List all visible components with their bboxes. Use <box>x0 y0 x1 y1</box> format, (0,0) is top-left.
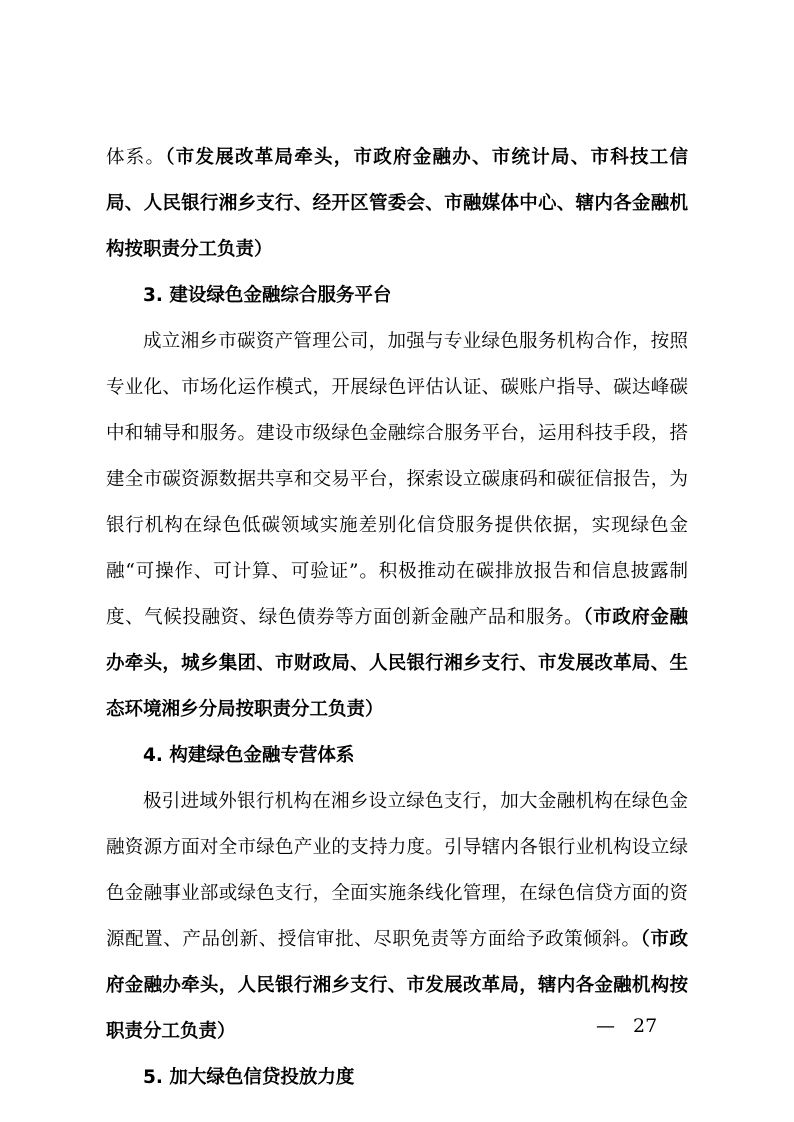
paragraph-2-responsibility: （市政府金融办牵头，城乡集团、市财政局、人民银行湘乡支行、市发展改革局、生态环境湘乡分局按职责分工负责） <box>106 607 688 720</box>
paragraph-3-text: 极引进域外银行机构在湘乡设立绿色支行，加大金融机构在绿色金融资源方面对全市绿色产业的支持力度。引导辖内各银行业机构设立绿色金融事业部或绿色支行，全面实施条线化管理，在绿色信贷方面的资源配置、产品创新、授信审批、尽职免责等方面给予政策倾斜。 <box>106 791 688 950</box>
paragraph-2-text: 成立湘乡市碳资产管理公司，加强与专业绿色服务机构合作，按照专业化、市场化运作模式，开展绿色评估认证、碳账户指导、碳达峰碳中和辅导和服务。建设市级绿色金融综合服务平台，运用科技手段，搭建全市碳资源数据共享和交易平台，探索设立碳康码和碳征信报告，为银行机构在绿色低碳领域实施差别化信贷服务提供依据，实现绿色金融“可操作、可计算、可验证”。积极推动在碳排放报告和信息披露制度、气候投融资、绿色债券等方面创新金融产品和服务。 <box>106 331 688 628</box>
page-body <box>106 135 688 1101</box>
section-heading-4: 4. 构建绿色金融专营体系 <box>143 745 355 766</box>
paragraph-3-responsibility: （市政府金融办牵头，人民银行湘乡支行、市发展改革局，辖内各金融机构按职责分工负责） <box>106 929 688 1042</box>
page-footer <box>596 1012 657 1040</box>
paragraph-2 <box>106 319 688 733</box>
paragraph-1 <box>106 135 688 273</box>
footer-dash: — <box>596 1015 615 1037</box>
paragraph-1-responsibility: （市发展改革局牵头，市政府金融办、市统计局、市科技工信局、人民银行湘乡支行、经开区管委会、市融媒体中心、辖内各金融机构按职责分工负责） <box>106 147 688 260</box>
page-number: 27 <box>633 1015 658 1037</box>
section-heading-3: 3. 建设绿色金融综合服务平台 <box>143 285 392 306</box>
section-heading-5: 5. 加大绿色信贷投放力度 <box>143 1067 355 1088</box>
paragraph-1-text: 体系。 <box>106 147 166 168</box>
